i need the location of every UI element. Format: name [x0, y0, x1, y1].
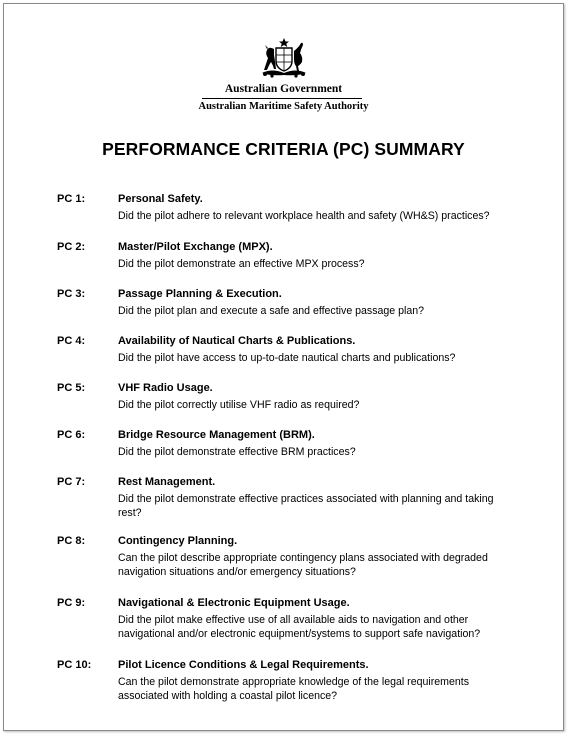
criteria-heading: VHF Radio Usage. — [118, 382, 213, 394]
criteria-number: PC 6: — [57, 429, 86, 441]
government-name: Australian Government — [224, 83, 343, 95]
criteria-question: Did the pilot make effective use of all available aids to navigation and other navigational and/or electronic equipment/systems to support safe navigation? — [118, 614, 481, 640]
criteria-number: PC 1: — [57, 193, 86, 205]
coat-of-arms-icon — [4, 37, 563, 84]
criteria-heading: Bridge Resource Management (BRM). — [118, 429, 315, 441]
criteria-number: PC 4: — [57, 335, 86, 347]
criteria-heading: Passage Planning & Execution. — [118, 288, 282, 300]
criteria-heading: Rest Management. — [118, 476, 216, 488]
criteria-heading: Navigational & Electronic Equipment Usage. — [118, 597, 350, 609]
criteria-question: Did the pilot demonstrate effective practices associated with planning and taking rest? — [118, 493, 494, 519]
criteria-question: Did the pilot demonstrate an effective MPX process? — [118, 258, 365, 270]
criteria-number: PC 8: — [57, 535, 86, 547]
criteria-number: PC 7: — [57, 476, 86, 488]
criteria-question: Can the pilot describe appropriate contingency plans associated with degraded navigation situations and/or emergency situations? — [118, 552, 488, 578]
criteria-heading: Master/Pilot Exchange (MPX). — [118, 241, 273, 253]
criteria-question: Can the pilot demonstrate appropriate knowledge of the legal requirements associated with holding a coastal pilot licence? — [118, 676, 469, 702]
criteria-number: PC 10: — [57, 659, 92, 671]
criteria-question: Did the pilot have access to up-to-date nautical charts and publications? — [118, 352, 456, 364]
criteria-question: Did the pilot adhere to relevant workplace health and safety (WH&S) practices? — [118, 210, 490, 222]
criteria-question: Did the pilot demonstrate effective BRM practices? — [118, 446, 356, 458]
criteria-heading: Personal Safety. — [118, 193, 203, 205]
criteria-question: Did the pilot plan and execute a safe and effective passage plan? — [118, 305, 425, 317]
criteria-heading: Contingency Planning. — [118, 535, 238, 547]
criteria-question: Did the pilot correctly utilise VHF radio as required? — [118, 399, 360, 411]
page-title: PERFORMANCE CRITERIA (PC) SUMMARY — [102, 139, 465, 159]
header-divider — [202, 98, 362, 99]
criteria-number: PC 3: — [57, 288, 86, 300]
agency-name: Australian Maritime Safety Authority — [198, 101, 369, 112]
criteria-heading: Availability of Nautical Charts & Publications. — [118, 335, 356, 347]
document-page — [3, 3, 564, 731]
criteria-number: PC 5: — [57, 382, 86, 394]
criteria-number: PC 2: — [57, 241, 86, 253]
criteria-heading: Pilot Licence Conditions & Legal Requirements. — [118, 659, 369, 671]
criteria-number: PC 9: — [57, 597, 86, 609]
